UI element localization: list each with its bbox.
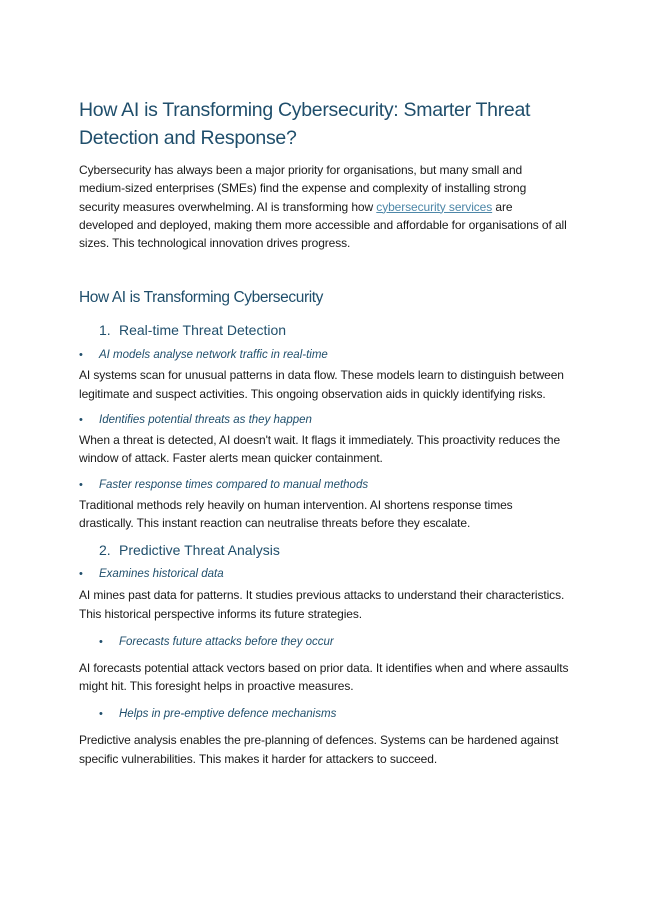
bullet-item xyxy=(79,346,569,364)
body-paragraph: Traditional methods rely heavily on human intervention. AI shortens response times drastically. This instant reaction can neutralise threats before they escalate. xyxy=(79,497,513,530)
bullet-text: AI models analyse network traffic in real-time xyxy=(99,349,328,362)
bullet-item xyxy=(79,705,569,723)
intro-text-after: are developed and deployed, making them more accessible and affordable for organisations of all sizes. This technological innovation drives progress. xyxy=(79,199,567,251)
bullet-icon: • xyxy=(79,349,83,362)
bullet-icon: • xyxy=(99,708,103,721)
section-heading: How AI is Transforming Cybersecurity xyxy=(79,289,324,307)
subsection-heading-realtime xyxy=(79,320,569,340)
bullet-text: Helps in pre-emptive defence mechanisms xyxy=(119,708,337,721)
subsection-number: 2. xyxy=(99,542,111,559)
subsection-title: Predictive Threat Analysis xyxy=(119,542,280,559)
body-paragraph: Predictive analysis enables the pre-planning of defences. Systems can be hardened against specific vulnerabilities. This makes it harder for attackers to succeed. xyxy=(79,733,559,766)
bullet-text: Forecasts future attacks before they occur xyxy=(119,635,334,648)
bullet-item xyxy=(79,633,569,651)
body-paragraph: AI mines past data for patterns. It studies previous attacks to understand their characteristics. This historical perspective informs its future strategies. xyxy=(79,588,565,621)
bullet-icon: • xyxy=(79,478,83,491)
body-paragraph: AI systems scan for unusual patterns in data flow. These models learn to distinguish between legitimate and suspect activities. This ongoing observation aids in quickly identifying risks. xyxy=(79,368,564,401)
subsection-number: 1. xyxy=(99,322,111,339)
intro-paragraph xyxy=(79,161,569,252)
bullet-text: Faster response times compared to manual methods xyxy=(99,478,369,491)
bullet-text: Identifies potential threats as they happen xyxy=(99,414,312,427)
body-paragraph: AI forecasts potential attack vectors based on prior data. It identifies when and where assaults might hit. This foresight helps in proactive measures. xyxy=(79,660,569,694)
bullet-item xyxy=(79,411,569,429)
bullet-icon: • xyxy=(79,414,83,427)
subsection-heading-predictive xyxy=(79,540,569,560)
document-page xyxy=(79,96,569,768)
bullet-icon: • xyxy=(99,635,103,648)
bullet-icon: • xyxy=(79,568,83,581)
page-title: How AI is Transforming Cybersecurity: Smarter Threat Detection and Response? xyxy=(79,99,531,149)
subsection-title: Real-time Threat Detection xyxy=(119,322,287,339)
intro-text-before: Cybersecurity has always been a major priority for organisations, but many small and medium-sized enterprises (SMEs) find the expense and complexity of installing strong security measures overwhelming. AI is transforming how xyxy=(79,163,527,214)
bullet-item xyxy=(79,476,569,494)
bullet-text: Examines historical data xyxy=(99,568,224,581)
bullet-item xyxy=(79,565,569,583)
body-paragraph: When a threat is detected, AI doesn't wait. It flags it immediately. This proactivity reduces the window of attack. Faster alerts mean quicker containment. xyxy=(79,433,561,466)
cybersecurity-services-link[interactable]: cybersecurity services xyxy=(376,199,493,214)
